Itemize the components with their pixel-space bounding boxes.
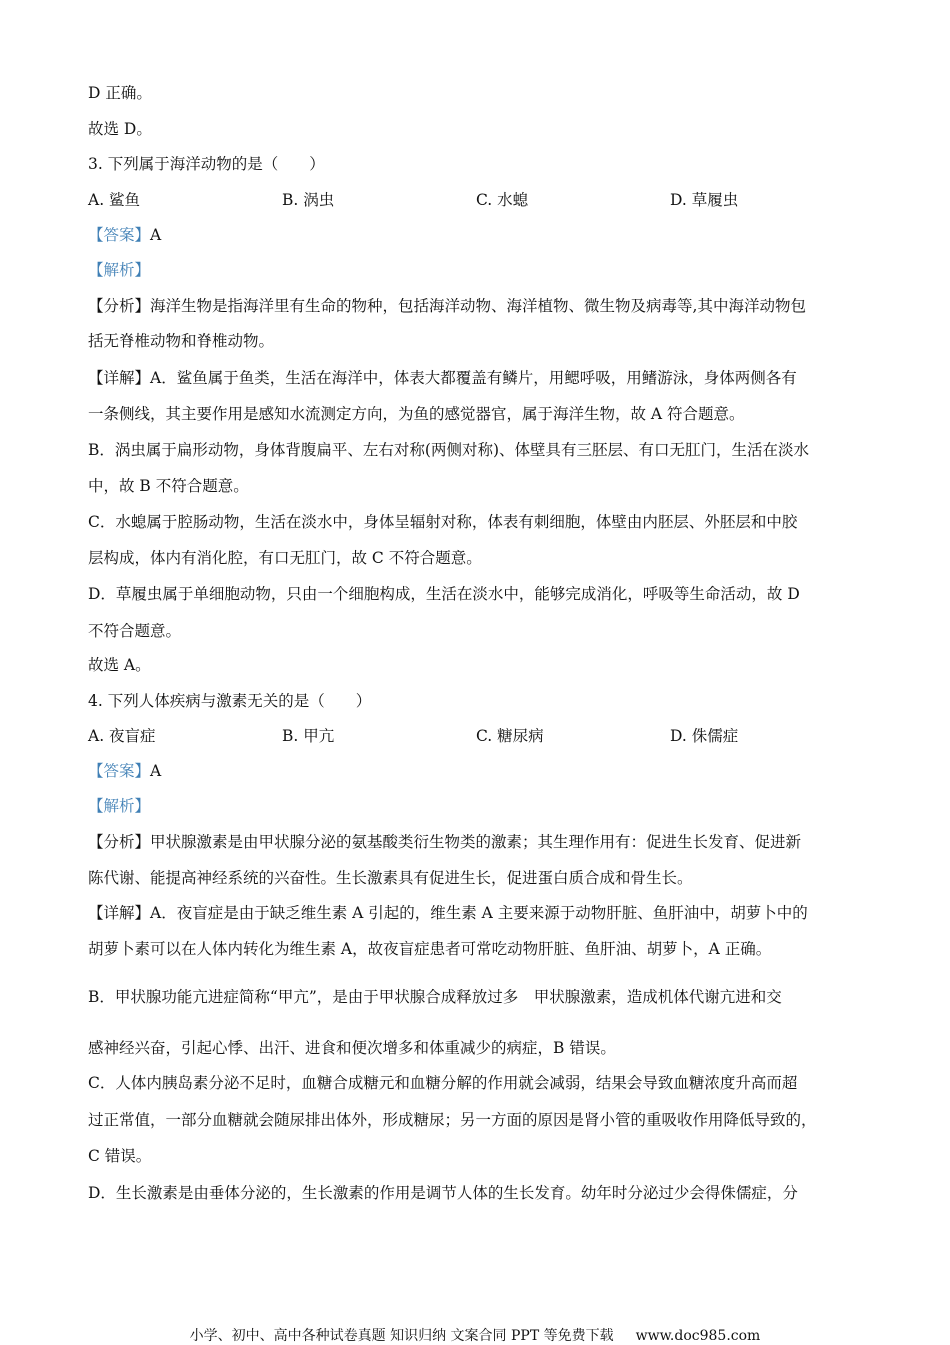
text-line: D 正确。 [88,84,152,102]
footer-url[interactable]: www.doc985.com [635,1328,761,1344]
q3-option-d: D. 草履虫 [670,191,739,209]
text-line: 中，故 B 不符合题意。 [88,477,249,495]
footer-text: 小学、初中、高中各种试卷真题 知识归纳 文案合同 PPT 等免费下载 [189,1328,614,1344]
xiangjie-tag: 【详解】 [88,904,151,922]
q4-option-d: D. 侏儒症 [670,727,739,745]
text-line: 过正常值，一部分血糖就会随尿排出体外，形成糖尿；另一方面的原因是肾小管的重吸收作用降低导致的， [88,1111,817,1129]
fenxi-tag: 【分析】 [88,297,151,315]
fenxi-tag: 【分析】 [88,833,151,851]
text-line: C．人体内胰岛素分泌不足时，血糖合成糖元和血糖分解的作用就会减弱，结果会导致血糖浓度升高而超 [88,1074,798,1092]
answer-tag: 【答案】 [88,762,151,780]
text-line: 括无脊椎动物和脊椎动物。 [88,332,275,350]
q3-option-b: B. 涡虫 [282,191,335,209]
q3-answer [88,223,161,245]
answer-value: A [150,226,162,244]
q4-option-c: C. 糖尿病 [476,727,544,745]
text-line: D．生长激素是由垂体分泌的，生长激素的作用是调节人体的生长发育。幼年时分泌过少会得侏儒症，分 [88,1184,798,1202]
text-line: 甲状腺激素是由甲状腺分泌的氨基酸类衍生物类的激素；其生理作用有：促进生长发育、促进新 [150,833,802,851]
text-line: C 错误。 [88,1147,152,1165]
q4-option-a: A. 夜盲症 [88,727,156,745]
text-line: A．鲨鱼属于鱼类，生活在海洋中，体表大都覆盖有鳞片，用鳃呼吸，用鳍游泳，身体两侧各有 [150,369,797,387]
q3-option-c: C. 水螅 [476,191,529,209]
q4-answer [88,759,161,781]
text-line: 胡萝卜素可以在人体内转化为维生素 A，故夜盲症患者可常吃动物肝脏、鱼肝油、胡萝卜，A 正确。 [88,940,772,958]
answer-value: A [150,762,162,780]
text-line: 故选 A。 [88,656,151,674]
q4-xiangjie [88,901,808,923]
text-line: 海洋生物是指海洋里有生命的物种，包括海洋动物、海洋植物、微生物及病毒等,其中海洋动物包 [150,297,806,315]
text-line: C．水螅属于腔肠动物，生活在淡水中，身体呈辐射对称，体表有刺细胞，体壁由内胚层、外胚层和中胶 [88,513,798,531]
q4-analysis-tag: 【解析】 [88,797,151,815]
question-3-stem: 3. 下列属于海洋动物的是（ ） [88,155,325,173]
page-footer [0,1325,950,1345]
q3-analysis-tag: 【解析】 [88,261,151,279]
q3-fenxi [88,294,806,316]
q4-option-b: B. 甲亢 [282,727,335,745]
text-line: 不符合题意。 [88,622,182,640]
text-line: 陈代谢、能提高神经系统的兴奋性。生长激素具有促进生长，促进蛋白质合成和骨生长。 [88,869,693,887]
text-line: D．草履虫属于单细胞动物，只由一个细胞构成，生活在淡水中，能够完成消化，呼吸等生命活动，故 D [88,585,800,603]
text-line: B．涡虫属于扁形动物，身体背腹扁平、左右对称(两侧对称)、体壁具有三胚层、有口无肛门，生活在淡水 [88,441,809,459]
xiangjie-tag: 【详解】 [88,369,151,387]
question-4-stem: 4. 下列人体疾病与激素无关的是（ ） [88,692,372,710]
q3-option-a: A. 鲨鱼 [88,191,141,209]
text-line: 一条侧线，其主要作用是感知水流测定方向，为鱼的感觉器官，属于海洋生物，故 A 符合题意。 [88,405,745,423]
answer-tag: 【答案】 [88,226,151,244]
q4-fenxi [88,830,801,852]
text-line: A．夜盲症是由于缺乏维生素 A 引起的，维生素 A 主要来源于动物肝脏、鱼肝油中，胡萝卜中的 [150,904,808,922]
text-line: 层构成，体内有消化腔，有口无肛门，故 C 不符合题意。 [88,549,482,567]
q3-xiangjie [88,366,797,388]
text-line: 故选 D。 [88,120,152,138]
text-line: B．甲状腺功能亢进症简称“甲亢”，是由于甲状腺合成释放过多 甲状腺激素，造成机体代谢亢进和交 [88,988,782,1006]
text-line: 感神经兴奋，引起心悸、出汗、进食和便次增多和体重减少的病症，B 错误。 [88,1039,616,1057]
